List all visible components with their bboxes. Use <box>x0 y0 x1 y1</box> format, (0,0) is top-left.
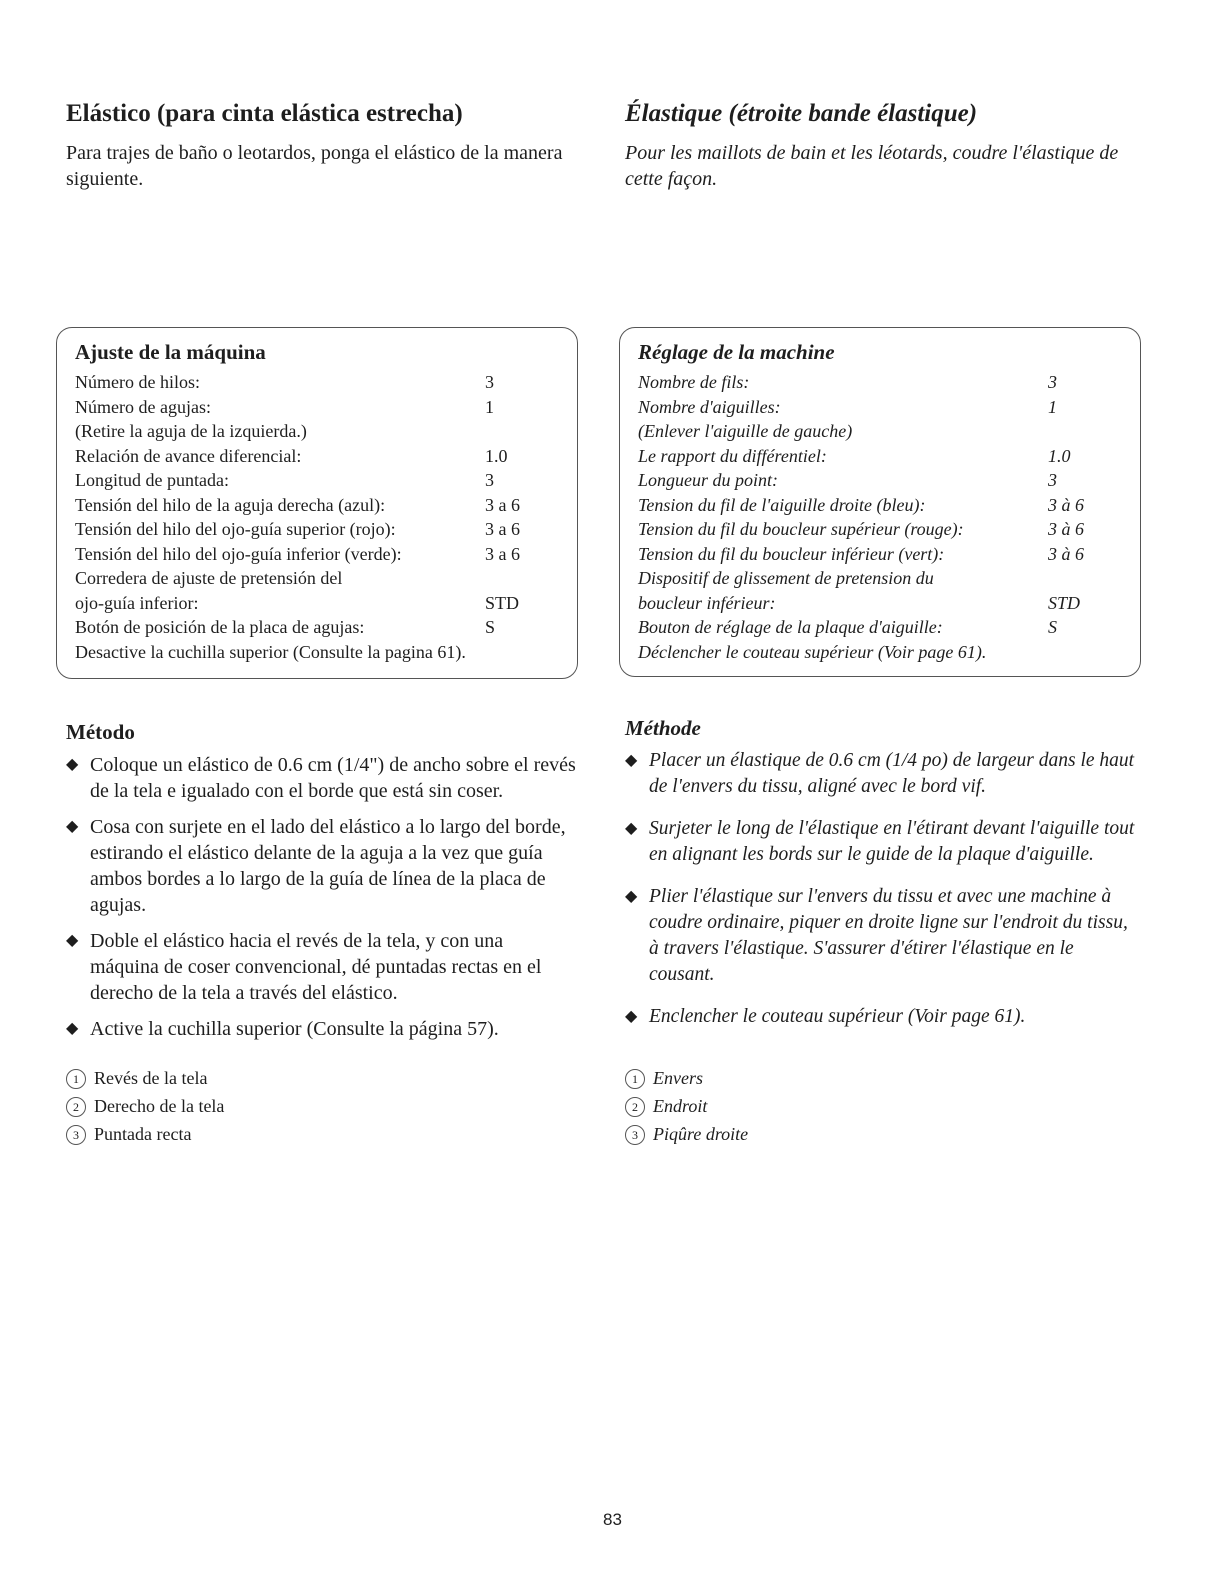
setting-value: S <box>485 617 496 637</box>
setting-label: Corredera de ajuste de pretensión del <box>75 568 343 588</box>
list-item <box>66 928 576 1006</box>
list-item <box>625 884 1135 988</box>
circled-number-icon: 1 <box>625 1069 645 1089</box>
step-text: Cosa con surjete en el lado del elástico a lo largo del borde, estirando el elástico delante de la aguja a la vez que guía ambos bordes a lo largo de la guía de línea de la placa de agujas. <box>90 816 566 916</box>
step-text: Surjeter le long de l'élastique en l'étirant devant l'aiguille tout en alignant les bords sur le guide de la plaque d'aiguille. <box>649 818 1135 865</box>
setting-label: Tension du fil de l'aiguille droite (bleu): <box>638 494 926 515</box>
setting-label: Relación de avance diferencial: <box>75 445 302 466</box>
list-item <box>625 1120 748 1148</box>
list-item <box>66 1120 224 1148</box>
settings-title: Ajuste de la máquina <box>75 340 266 364</box>
legend-text: Revés de la tela <box>94 1068 208 1088</box>
setting-label: Tensión del hilo del ojo-guía inferior (verde): <box>75 543 402 564</box>
settings-row <box>638 493 1128 518</box>
settings-row <box>75 566 565 591</box>
legend-text: Endroit <box>653 1096 708 1116</box>
list-item <box>625 1064 748 1092</box>
circled-number-icon: 1 <box>66 1069 86 1089</box>
list-item <box>66 1064 224 1092</box>
figure-legend <box>625 1064 748 1148</box>
step-text: Plier l'élastique sur l'envers du tissu et avec une machine à coudre ordinaire, piquer en droite ligne sur l'endroit du tissu, à travers l'élastique. S'assurer d'étirer l'élastique en le cousant. <box>649 886 1128 985</box>
settings-row <box>638 370 1128 395</box>
setting-value: 3 a 6 <box>485 543 520 564</box>
settings-row <box>638 640 1128 665</box>
method-steps <box>66 752 576 1052</box>
setting-value: 3 <box>485 470 494 490</box>
settings-row <box>638 542 1128 567</box>
legend-text: Piqûre droite <box>653 1124 749 1144</box>
setting-label: Botón de posición de la placa de agujas: <box>75 617 365 637</box>
circled-number-icon: 2 <box>66 1097 86 1117</box>
settings-row <box>638 566 1128 591</box>
setting-value: STD <box>1048 592 1081 613</box>
list-item <box>66 1092 224 1120</box>
list-item <box>66 814 576 918</box>
setting-label: Tensión del hilo de la aguja derecha (azul): <box>75 494 386 515</box>
diamond-bullet-icon: ◆ <box>66 756 79 773</box>
method-title: Método <box>66 720 135 744</box>
setting-value: 3 a 6 <box>485 494 520 515</box>
setting-value: 3 <box>1048 470 1057 490</box>
circled-number-icon: 3 <box>66 1125 86 1145</box>
settings-row <box>75 419 565 444</box>
list-item <box>66 1016 576 1042</box>
setting-label: Bouton de réglage de la plaque d'aiguille: <box>638 617 943 637</box>
step-text: Enclencher le couteau supérieur (Voir page 61). <box>649 1006 1026 1027</box>
settings-row <box>75 395 565 420</box>
list-item <box>66 752 576 804</box>
settings-row <box>638 444 1128 469</box>
diamond-bullet-icon: ◆ <box>625 820 638 837</box>
list-item <box>625 1092 748 1120</box>
settings-list <box>638 370 1128 664</box>
settings-row <box>638 419 1128 444</box>
settings-row <box>638 395 1128 420</box>
legend-text: Envers <box>653 1068 703 1088</box>
method-steps <box>625 748 1135 1046</box>
setting-label: Nombre de fils: <box>638 372 750 392</box>
setting-label: Dispositif de glissement de pretension du <box>638 568 934 588</box>
settings-row <box>75 517 565 542</box>
page-number: 83 <box>603 1510 622 1529</box>
setting-value: 3 <box>485 372 494 392</box>
diamond-bullet-icon: ◆ <box>66 818 79 835</box>
machine-settings-box <box>619 327 1141 677</box>
list-item <box>625 748 1135 800</box>
circled-number-icon: 2 <box>625 1097 645 1117</box>
settings-title: Réglage de la machine <box>638 340 835 364</box>
settings-row <box>638 615 1128 640</box>
step-text: Active la cuchilla superior (Consulte la página 57). <box>90 1018 499 1040</box>
settings-row <box>638 591 1128 616</box>
list-item <box>625 1004 1135 1030</box>
setting-label: Desactive la cuchilla superior (Consulte la pagina 61). <box>75 641 466 662</box>
setting-value: 1 <box>485 396 494 417</box>
setting-label: Longueur du point: <box>638 470 779 490</box>
setting-label: (Retire la aguja de la izquierda.) <box>75 421 307 441</box>
settings-row <box>75 542 565 567</box>
setting-label: Nombre d'aiguilles: <box>638 396 781 417</box>
machine-settings-box <box>56 327 578 679</box>
diamond-bullet-icon: ◆ <box>625 1008 638 1025</box>
figure-legend <box>66 1064 224 1148</box>
setting-value: 1.0 <box>485 445 508 466</box>
setting-value: 3 <box>1048 372 1057 392</box>
setting-label: Le rapport du différentiel: <box>638 445 827 466</box>
circled-number-icon: 3 <box>625 1125 645 1145</box>
setting-label: Tension du fil du boucleur inférieur (vert): <box>638 543 945 564</box>
list-item <box>625 816 1135 868</box>
diamond-bullet-icon: ◆ <box>625 888 638 905</box>
settings-row <box>75 370 565 395</box>
section-title: Élastique (étroite bande élastique) <box>625 100 978 127</box>
diamond-bullet-icon: ◆ <box>625 752 638 769</box>
settings-row <box>75 591 565 616</box>
setting-label: Tension du fil du boucleur supérieur (rouge): <box>638 519 964 539</box>
setting-label: (Enlever l'aiguille de gauche) <box>638 421 853 441</box>
settings-row <box>75 468 565 493</box>
settings-row <box>75 640 565 665</box>
intro-text: Para trajes de baño o leotardos, ponga el elástico de la manera siguiente. <box>66 142 563 190</box>
setting-value: 1 <box>1048 396 1057 417</box>
step-text: Coloque un elástico de 0.6 cm (1/4") de ancho sobre el revés de la tela e igualado con el borde que está sin coser. <box>90 754 576 802</box>
setting-value: 3 à 6 <box>1048 543 1084 564</box>
diamond-bullet-icon: ◆ <box>66 1020 79 1037</box>
settings-row <box>638 468 1128 493</box>
legend-text: Derecho de la tela <box>94 1096 225 1116</box>
setting-value: 1.0 <box>1048 445 1071 466</box>
setting-label: Número de agujas: <box>75 396 211 417</box>
setting-value: 3 à 6 <box>1048 519 1084 539</box>
diamond-bullet-icon: ◆ <box>66 932 79 949</box>
section-title: Elástico (para cinta elástica estrecha) <box>66 100 463 127</box>
method-title: Méthode <box>625 716 701 740</box>
settings-row <box>75 444 565 469</box>
setting-value: S <box>1048 617 1057 637</box>
settings-row <box>638 517 1128 542</box>
setting-label: Déclencher le couteau supérieur (Voir page 61). <box>638 641 987 662</box>
settings-row <box>75 615 565 640</box>
setting-value: 3 à 6 <box>1048 494 1084 515</box>
settings-row <box>75 493 565 518</box>
setting-label: Longitud de puntada: <box>75 470 229 490</box>
setting-value: STD <box>485 592 520 613</box>
setting-value: 3 a 6 <box>485 519 520 539</box>
intro-text: Pour les maillots de bain et les léotards, coudre l'élastique de cette façon. <box>625 142 1119 190</box>
legend-text: Puntada recta <box>94 1124 192 1144</box>
setting-label: Número de hilos: <box>75 372 200 392</box>
step-text: Placer un élastique de 0.6 cm (1/4 po) de largeur dans le haut de l'envers du tissu, aligné avec le bord vif. <box>649 750 1135 797</box>
setting-label: Tensión del hilo del ojo-guía superior (rojo): <box>75 519 396 539</box>
settings-list <box>75 370 565 664</box>
setting-label: boucleur inférieur: <box>638 592 776 613</box>
step-text: Doble el elástico hacia el revés de la tela, y con una máquina de coser convencional, dé puntadas rectas en el derecho de la tela a través del elástico. <box>90 930 542 1004</box>
setting-label: ojo-guía inferior: <box>75 592 199 613</box>
